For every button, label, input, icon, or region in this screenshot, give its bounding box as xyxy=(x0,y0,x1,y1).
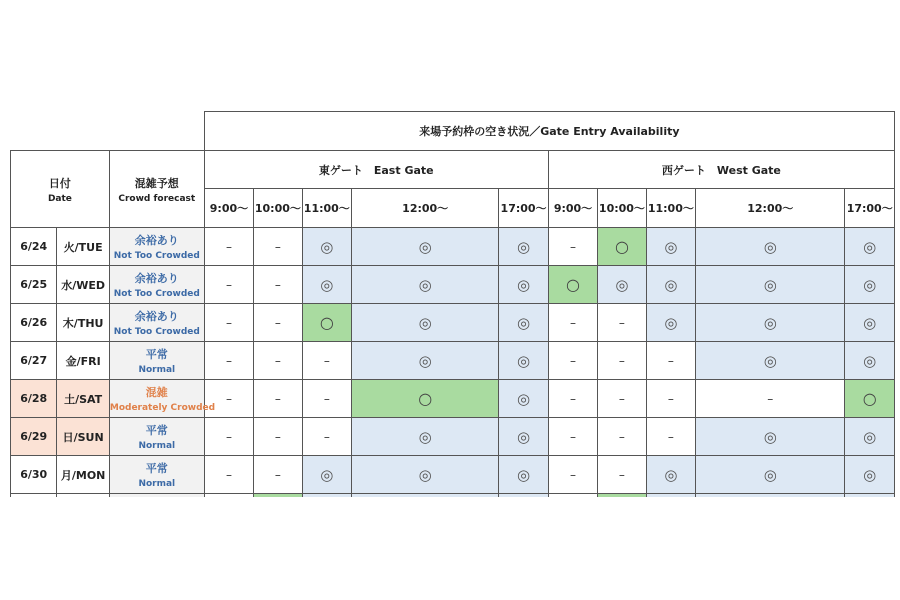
forecast-label-en: Crowd forecast xyxy=(118,193,196,204)
east-slot-symbol: – xyxy=(274,391,281,406)
date-column-header xyxy=(11,151,110,228)
unavailable-dash xyxy=(646,418,695,456)
double-circle-icon xyxy=(499,304,548,342)
unavailable-dash xyxy=(204,418,253,456)
double-circle-icon xyxy=(302,266,351,304)
west-slot-symbol: – xyxy=(618,353,625,368)
unavailable-dash xyxy=(598,380,646,418)
west-time-2: 11:00～ xyxy=(646,189,695,228)
circle-icon xyxy=(352,380,499,418)
table-row xyxy=(11,228,895,266)
forecast-en: Not Too Crowded xyxy=(113,251,200,261)
east-slot-symbol: – xyxy=(274,277,281,292)
unavailable-dash xyxy=(646,380,695,418)
double-circle-icon xyxy=(352,456,499,494)
forecast-jp: 平常 xyxy=(145,348,168,361)
east-slot-symbol: – xyxy=(225,353,232,368)
forecast-label-jp: 混雑予想 xyxy=(134,176,179,190)
double-circle-icon xyxy=(845,456,895,494)
row-date: 6/29 xyxy=(11,418,57,456)
east-slot-symbol: – xyxy=(225,391,232,406)
double-circle-icon xyxy=(499,456,548,494)
double-circle-icon xyxy=(499,266,548,304)
double-circle-icon xyxy=(598,266,646,304)
forecast-en: Not Too Crowded xyxy=(113,327,200,337)
east-slot-symbol: ◎ xyxy=(418,275,432,294)
west-slot-symbol: ◎ xyxy=(763,465,777,484)
table-row-cropped xyxy=(11,494,895,498)
forecast-en: Normal xyxy=(138,479,176,489)
double-circle-icon xyxy=(696,456,845,494)
cropped-cell xyxy=(254,494,302,498)
west-slot-symbol: ○ xyxy=(862,389,877,408)
unavailable-dash xyxy=(598,418,646,456)
west-slot-symbol: – xyxy=(570,353,576,368)
forecast-jp: 平常 xyxy=(145,462,168,475)
west-slot-symbol: ◎ xyxy=(763,237,777,256)
double-circle-icon xyxy=(845,304,895,342)
double-circle-icon xyxy=(845,418,895,456)
unavailable-dash xyxy=(254,228,302,266)
east-slot-symbol: ◎ xyxy=(517,427,531,446)
west-slot-symbol: ○ xyxy=(566,275,580,294)
east-slot-symbol: – xyxy=(225,429,232,444)
unavailable-dash xyxy=(548,228,597,266)
row-crowd-forecast xyxy=(109,266,204,304)
east-slot-symbol: ◎ xyxy=(517,275,531,294)
west-slot-symbol: ◎ xyxy=(863,275,877,294)
cropped-cell xyxy=(499,494,548,498)
east-slot-symbol: – xyxy=(323,391,330,406)
row-date: 6/28 xyxy=(11,380,57,418)
east-slot-symbol: ◎ xyxy=(320,275,334,294)
row-date: 6/26 xyxy=(11,304,57,342)
row-date: 6/24 xyxy=(11,228,57,266)
east-slot-symbol: ◎ xyxy=(517,313,531,332)
unavailable-dash xyxy=(254,266,302,304)
row-day-of-week: 日/SUN xyxy=(57,418,109,456)
double-circle-icon xyxy=(352,304,499,342)
west-gate-header: 西ゲート West Gate xyxy=(548,151,894,189)
unavailable-dash xyxy=(598,304,646,342)
east-slot-symbol: – xyxy=(274,467,281,482)
double-circle-icon xyxy=(499,228,548,266)
east-slot-symbol: ◎ xyxy=(320,465,334,484)
cropped-cell xyxy=(302,494,351,498)
forecast-en: Not Too Crowded xyxy=(113,289,200,299)
unavailable-dash xyxy=(646,342,695,380)
west-slot-symbol: – xyxy=(570,315,576,330)
table-row xyxy=(11,342,895,380)
east-slot-symbol: – xyxy=(225,467,232,482)
forecast-jp: 余裕あり xyxy=(134,272,179,285)
table-row xyxy=(11,418,895,456)
unavailable-dash xyxy=(254,418,302,456)
header-row-title xyxy=(11,112,895,151)
unavailable-dash xyxy=(548,342,597,380)
east-slot-symbol: ◎ xyxy=(517,465,531,484)
east-slot-symbol: ◎ xyxy=(418,427,432,446)
west-time-4: 17:00～ xyxy=(845,189,895,228)
forecast-column-header xyxy=(109,151,204,228)
east-slot-symbol: ◎ xyxy=(418,351,432,370)
double-circle-icon xyxy=(696,304,845,342)
unavailable-dash xyxy=(548,456,597,494)
west-slot-symbol: ◎ xyxy=(863,237,877,256)
west-slot-symbol: – xyxy=(618,315,625,330)
east-slot-symbol: ◎ xyxy=(418,313,432,332)
row-day-of-week: 土/SAT xyxy=(57,380,109,418)
west-slot-symbol: ◎ xyxy=(664,465,678,484)
unavailable-dash xyxy=(548,380,597,418)
east-slot-symbol: – xyxy=(323,353,330,368)
west-slot-symbol: ◎ xyxy=(863,465,877,484)
unavailable-dash xyxy=(302,380,351,418)
forecast-jp: 混雑 xyxy=(145,386,168,399)
double-circle-icon xyxy=(499,342,548,380)
double-circle-icon xyxy=(352,342,499,380)
row-crowd-forecast xyxy=(109,342,204,380)
west-slot-symbol: ◎ xyxy=(863,351,877,370)
row-date: 6/27 xyxy=(11,342,57,380)
cropped-cell xyxy=(11,494,57,498)
row-date: 6/30 xyxy=(11,456,57,494)
cropped-cell xyxy=(352,494,499,498)
west-slot-symbol: – xyxy=(618,391,625,406)
unavailable-dash xyxy=(254,456,302,494)
row-crowd-forecast xyxy=(109,228,204,266)
row-day-of-week: 水/WED xyxy=(57,266,109,304)
east-slot-symbol: – xyxy=(274,239,281,254)
unavailable-dash xyxy=(204,228,253,266)
double-circle-icon xyxy=(499,418,548,456)
unavailable-dash xyxy=(254,304,302,342)
west-slot-symbol: ○ xyxy=(614,237,629,256)
double-circle-icon xyxy=(302,228,351,266)
west-slot-symbol: ◎ xyxy=(664,313,678,332)
cropped-cell xyxy=(548,494,597,498)
east-time-0: 9:00～ xyxy=(204,189,253,228)
east-slot-symbol: ◎ xyxy=(320,237,334,256)
circle-icon xyxy=(548,266,597,304)
east-slot-symbol: – xyxy=(323,429,330,444)
double-circle-icon xyxy=(646,304,695,342)
unavailable-dash xyxy=(302,342,351,380)
unavailable-dash xyxy=(204,342,253,380)
double-circle-icon xyxy=(696,418,845,456)
row-crowd-forecast xyxy=(109,304,204,342)
east-slot-symbol: – xyxy=(274,429,281,444)
west-slot-symbol: ◎ xyxy=(863,313,877,332)
east-gate-header: 東ゲート East Gate xyxy=(204,151,548,189)
availability-table xyxy=(10,111,895,497)
cropped-cell xyxy=(598,494,646,498)
circle-icon xyxy=(302,304,351,342)
east-slot-symbol: – xyxy=(225,277,232,292)
row-crowd-forecast xyxy=(109,418,204,456)
west-slot-symbol: – xyxy=(767,391,774,406)
east-slot-symbol: ◎ xyxy=(517,351,531,370)
unavailable-dash xyxy=(302,418,351,456)
table-row xyxy=(11,266,895,304)
east-slot-symbol: – xyxy=(225,315,232,330)
east-slot-symbol: ◎ xyxy=(517,389,531,408)
west-slot-symbol: – xyxy=(570,391,576,406)
west-slot-symbol: ◎ xyxy=(763,313,777,332)
table-row xyxy=(11,304,895,342)
east-slot-symbol: ◎ xyxy=(418,465,432,484)
row-crowd-forecast xyxy=(109,380,216,418)
double-circle-icon xyxy=(352,266,499,304)
unavailable-dash xyxy=(548,304,597,342)
unavailable-dash xyxy=(254,342,302,380)
date-label-en: Date xyxy=(47,193,72,204)
east-time-3: 12:00～ xyxy=(352,189,499,228)
double-circle-icon xyxy=(845,228,895,266)
forecast-en: Moderately Crowded xyxy=(109,403,216,413)
west-slot-symbol: – xyxy=(618,429,625,444)
cropped-cell xyxy=(57,494,109,498)
forecast-jp: 余裕あり xyxy=(134,310,179,323)
west-slot-symbol: – xyxy=(570,467,576,482)
west-slot-symbol: ◎ xyxy=(763,427,777,446)
table-row xyxy=(11,456,895,494)
unavailable-dash xyxy=(598,342,646,380)
circle-icon xyxy=(598,228,646,266)
double-circle-icon xyxy=(646,228,695,266)
double-circle-icon xyxy=(352,418,499,456)
double-circle-icon xyxy=(302,456,351,494)
forecast-jp: 平常 xyxy=(145,424,168,437)
west-slot-symbol: – xyxy=(570,239,576,254)
unavailable-dash xyxy=(204,456,253,494)
cropped-cell xyxy=(204,494,253,498)
east-time-1: 10:00～ xyxy=(254,189,302,228)
cropped-cell xyxy=(646,494,695,498)
unavailable-dash xyxy=(204,304,253,342)
east-slot-symbol: – xyxy=(274,315,281,330)
west-slot-symbol: – xyxy=(618,467,625,482)
forecast-en: Normal xyxy=(138,441,176,451)
cropped-cell xyxy=(696,494,845,498)
east-slot-symbol: ◎ xyxy=(517,237,531,256)
forecast-en: Normal xyxy=(138,365,176,375)
cropped-cell xyxy=(109,494,204,498)
double-circle-icon xyxy=(696,342,845,380)
unavailable-dash xyxy=(696,380,845,418)
double-circle-icon xyxy=(352,228,499,266)
unavailable-dash xyxy=(254,380,302,418)
double-circle-icon xyxy=(845,342,895,380)
double-circle-icon xyxy=(696,228,845,266)
west-time-0: 9:00～ xyxy=(548,189,597,228)
east-slot-symbol: – xyxy=(225,239,232,254)
west-slot-symbol: ◎ xyxy=(763,275,777,294)
east-slot-symbol: ◎ xyxy=(418,237,432,256)
east-time-4: 17:00～ xyxy=(499,189,548,228)
west-slot-symbol: ◎ xyxy=(763,351,777,370)
unavailable-dash xyxy=(548,418,597,456)
west-time-3: 12:00～ xyxy=(696,189,845,228)
west-slot-symbol: ◎ xyxy=(664,237,678,256)
table-row xyxy=(11,380,895,418)
availability-title: 来場予約枠の空き状況／Gate Entry Availability xyxy=(204,112,894,151)
east-slot-symbol: ○ xyxy=(319,313,334,332)
west-slot-symbol: ◎ xyxy=(863,427,877,446)
west-slot-symbol: – xyxy=(667,353,674,368)
east-slot-symbol: ○ xyxy=(418,389,433,408)
row-crowd-forecast xyxy=(109,456,204,494)
west-slot-symbol: – xyxy=(570,429,576,444)
circle-icon xyxy=(845,380,895,418)
west-slot-symbol: ◎ xyxy=(664,275,678,294)
double-circle-icon xyxy=(845,266,895,304)
west-slot-symbol: ◎ xyxy=(615,275,629,294)
row-date: 6/25 xyxy=(11,266,57,304)
west-time-1: 10:00～ xyxy=(598,189,646,228)
east-time-2: 11:00～ xyxy=(302,189,351,228)
double-circle-icon xyxy=(646,266,695,304)
row-day-of-week: 木/THU xyxy=(57,304,109,342)
east-slot-symbol: – xyxy=(274,353,281,368)
cropped-cell xyxy=(845,494,895,498)
forecast-jp: 余裕あり xyxy=(134,234,179,247)
west-slot-symbol: – xyxy=(667,429,674,444)
date-label-jp: 日付 xyxy=(48,176,71,190)
double-circle-icon xyxy=(499,380,548,418)
row-day-of-week: 火/TUE xyxy=(57,228,109,266)
unavailable-dash xyxy=(204,266,253,304)
west-slot-symbol: – xyxy=(667,391,674,406)
unavailable-dash xyxy=(598,456,646,494)
double-circle-icon xyxy=(646,456,695,494)
blank-corner xyxy=(11,112,205,151)
header-row-gates xyxy=(11,151,895,189)
double-circle-icon xyxy=(696,266,845,304)
row-day-of-week: 月/MON xyxy=(57,456,109,494)
row-day-of-week: 金/FRI xyxy=(57,342,109,380)
